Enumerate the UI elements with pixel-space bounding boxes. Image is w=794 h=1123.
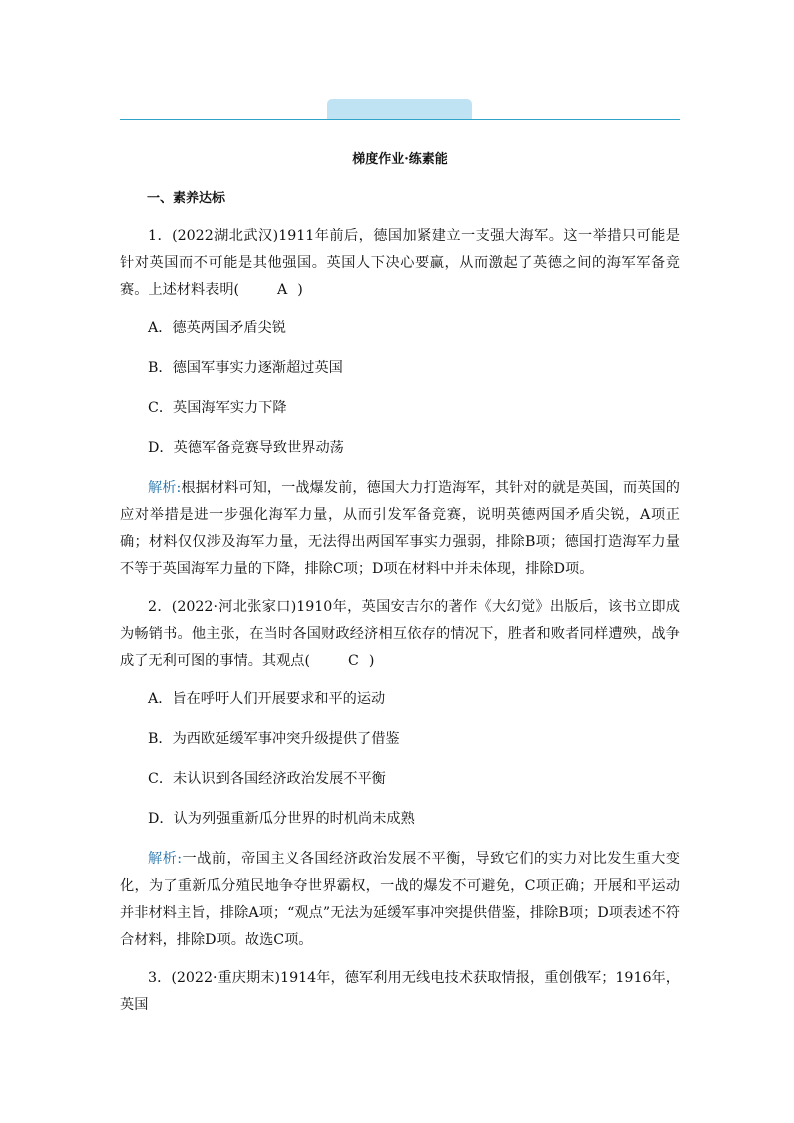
question-2-stem-text: 2．(2022·河北张家口)1910年，英国安吉尔的著作《大幻觉》出版后，该书立即成为畅销书。他主张，在当时各国财政经济相互依存的情况下，胜者和败者同样遭殃，战争成了无利可图的事情。其观点( (120, 599, 680, 669)
question-1-option-b: B．德国军事实力逐渐超过英国 (148, 360, 343, 376)
question-2-answer: C (347, 653, 359, 669)
question-2-option-a: A．旨在呼吁人们开展要求和平的运动 (148, 691, 386, 707)
question-1-option-c: C．英国海军实力下降 (148, 400, 287, 416)
question-2-stem-close: ) (368, 653, 375, 669)
question-2-stem (120, 594, 680, 675)
section-heading: 一、素养达标 (147, 191, 226, 206)
question-2-analysis (120, 846, 680, 954)
page-title: 梯度作业·练素能 (352, 152, 448, 167)
question-1-stem-close: ) (297, 282, 303, 298)
question-1-stem-text: 1．(2022湖北武汉)1911年前后，德国加紧建立一支强大海军。这一举措只可能是针对英国而不可能是其他强国。英国人下决心要赢，从而激起了英德之间的海军军备竞赛。上述材料表明( (120, 228, 680, 298)
question-1-option-d: D．英德军备竞赛导致世界动荡 (148, 440, 344, 456)
question-2-option-c: C．未认识到各国经济政治发展不平衡 (148, 771, 386, 787)
question-1-analysis (120, 475, 680, 583)
question-3-stem: 3．(2022·重庆期末)1914年，德军利用无线电技术获取情报，重创俄军；1916年，英国 (120, 970, 680, 1013)
header-rule (120, 119, 680, 120)
document-body (120, 146, 680, 1030)
question-1-stem (120, 223, 680, 304)
question-2-option-d: D．认为列强重新瓜分世界的时机尚未成熟 (148, 811, 415, 827)
question-1-analysis-text: 根据材料可知，一战爆发前，德国大力打造海军，其针对的就是英国，而英国的应对举措是进一步强化海军力量，从而引发军备竞赛，说明英德两国矛盾尖锐，A项正确；材料仅仅涉及海军力量，无法得出两国军事实力强弱，排除B项；德国打造海军力量不等于英国海军力量的下降，排除C项；D项在材料中并未体现，排除D项。 (120, 480, 680, 577)
question-2-option-b: B．为西欧延缓军事冲突升级提供了借鉴 (148, 731, 400, 747)
header-tab (327, 99, 472, 119)
question-2-analysis-text: 一战前，帝国主义各国经济政治发展不平衡，导致它们的实力对比发生重大变化，为了重新瓜分殖民地争夺世界霸权，一战的爆发不可避免，C项正确；开展和平运动并非材料主旨，排除A项；“观点”无法为延缓军事冲突提供借鉴，排除B项；D项表述不符合材料，排除D项。故选C项。 (120, 851, 680, 948)
question-1-analysis-label: 解析: (148, 480, 182, 496)
question-2-analysis-label: 解析: (148, 851, 183, 867)
question-1-option-a: A．德英两国矛盾尖锐 (148, 320, 286, 336)
question-1-answer: A (277, 282, 288, 298)
